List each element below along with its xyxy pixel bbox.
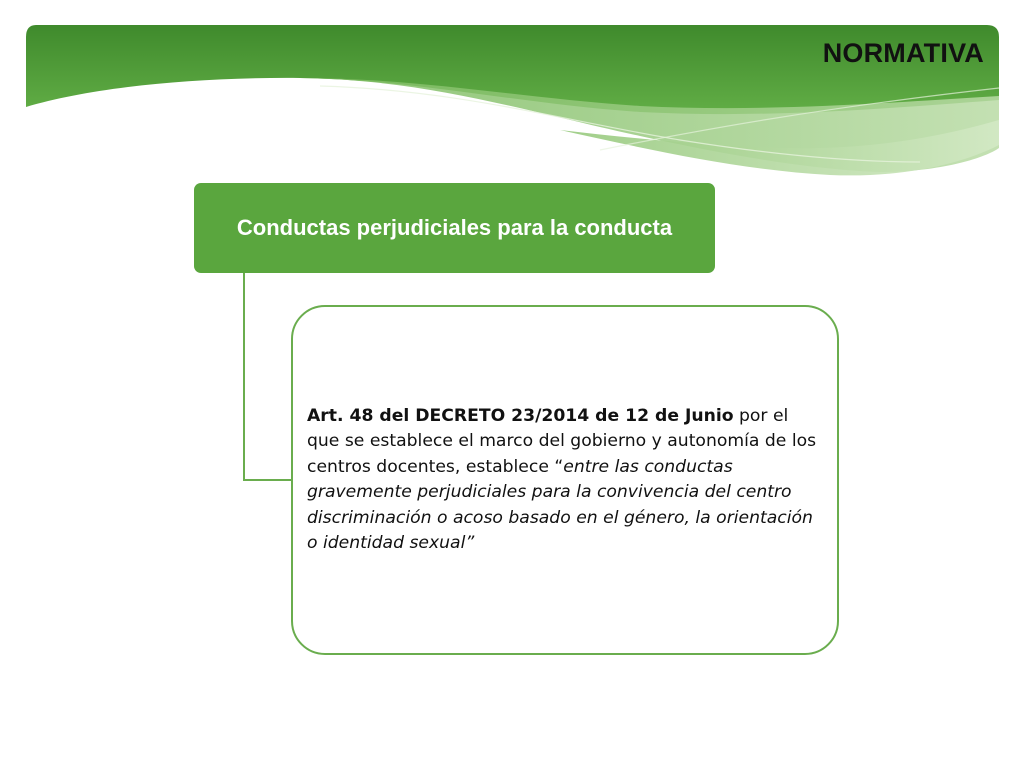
detail-description: por el que se establece el marco del gobierno y autonomía de los centros docentes, establece “	[307, 405, 817, 477]
slide-title: NORMATIVA	[822, 38, 984, 68]
category-label: Conductas perjudiciales para la conducta	[236, 215, 673, 240]
detail-text	[307, 404, 837, 557]
decree-reference: Art. 48 del DECRETO 23/2014 de 12 de Junio	[307, 405, 734, 426]
detail-quote: entre las conductas gravemente perjudiciales para la convivencia del centro discriminación o acoso basado en el género, la orientación o identidad sexual”	[307, 456, 813, 553]
category-node	[194, 183, 715, 273]
header-banner	[0, 0, 1024, 190]
detail-node	[291, 305, 839, 655]
